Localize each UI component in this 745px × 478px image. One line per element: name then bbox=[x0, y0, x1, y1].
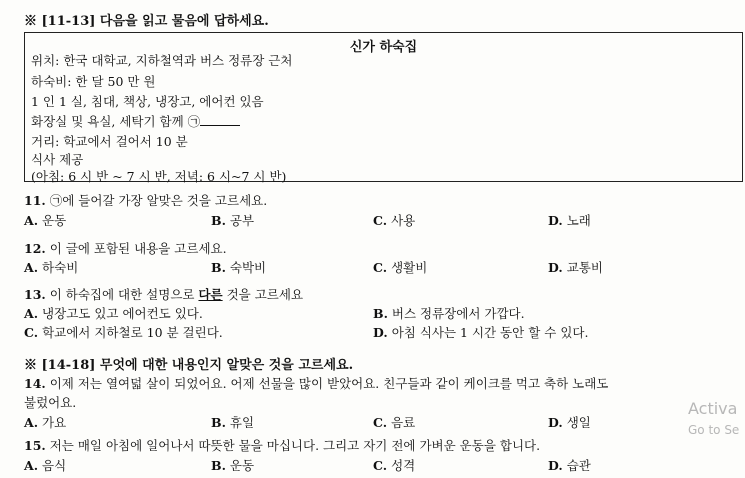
option-11-d: D. 노래 bbox=[548, 213, 591, 228]
activation-watermark-subtitle: Go to Se bbox=[688, 423, 740, 437]
option-14-b: B. 휴일 bbox=[211, 415, 255, 430]
option-13-a: A. 냉장고도 있고 에어컨도 있다. bbox=[24, 306, 203, 321]
option-12-a: A. 하숙비 bbox=[24, 260, 79, 275]
option-14-d: D. 생일 bbox=[548, 415, 591, 430]
option-15-b: B. 운동 bbox=[211, 458, 255, 473]
section-header-14-18: ※ [14-18] 무엇에 대한 내용인지 알맞은 것을 고르세요. bbox=[24, 358, 354, 373]
option-11-a: A. 운동 bbox=[24, 213, 67, 228]
question-12: 12. 이 글에 포함된 내용을 고르세요. bbox=[24, 241, 227, 256]
option-12-b: B. 숙박비 bbox=[211, 260, 267, 275]
option-15-d: D. 습관 bbox=[548, 458, 591, 473]
notice-line-fee: 하숙비: 한 달 50 만 원 bbox=[31, 74, 156, 89]
question-11: 11. ㉠에 들어갈 가장 알맞은 것을 고르세요. bbox=[24, 193, 268, 208]
notice-line-meals: 식사 제공 bbox=[31, 152, 84, 167]
notice-line-distance: 거리: 학교에서 걸어서 10 분 bbox=[31, 134, 188, 149]
notice-line-room: 1 인 1 실, 침대, 책상, 냉장고, 에어컨 있음 bbox=[31, 94, 264, 109]
question-13: 13. 이 하숙집에 대한 설명으로 다른 것을 고르세요 bbox=[24, 287, 304, 302]
option-14-c: C. 음료 bbox=[373, 415, 416, 430]
question-15: 15. 저는 매일 아침에 일어나서 따뜻한 물을 마십니다. 그리고 자기 전에 가벼운 운동을 합니다. bbox=[24, 438, 541, 453]
emphasis-underline: 다른 bbox=[198, 287, 223, 302]
notice-line-meal-times: (아침: 6 시 반 ~ 7 시 반, 저녁: 6 시~7 시 반) bbox=[31, 169, 287, 184]
notice-line-bathroom: 화장실 및 욕실, 세탁기 함께 ㉠ bbox=[31, 114, 240, 130]
activation-watermark-title: Activa bbox=[688, 399, 738, 418]
option-15-a: A. 음식 bbox=[24, 458, 67, 473]
option-11-c: C. 사용 bbox=[373, 213, 416, 228]
option-12-d: D. 교통비 bbox=[548, 260, 603, 275]
notice-line-location: 위치: 한국 대학교, 지하철역과 버스 정류장 근처 bbox=[31, 53, 293, 68]
option-13-d: D. 아침 식사는 1 시간 동안 할 수 있다. bbox=[373, 325, 589, 340]
option-15-c: C. 성격 bbox=[373, 458, 416, 473]
answer-blank bbox=[200, 114, 240, 126]
option-13-b: B. 버스 정류장에서 가깝다. bbox=[373, 306, 525, 321]
section-header-11-13: ※ [11-13] 다음을 읽고 물음에 답하세요. bbox=[24, 14, 269, 29]
notice-box bbox=[24, 32, 743, 182]
option-14-a: A. 가요 bbox=[24, 415, 67, 430]
question-14-line-1: 14. 이제 저는 열여덟 살이 되었어요. 어제 선물을 많이 받았어요. 친구들과 같이 케이크를 먹고 축하 노래도 bbox=[24, 376, 609, 391]
notice-title: 신가 하숙집 bbox=[349, 40, 418, 55]
question-14-line-2: 불렀어요. bbox=[24, 395, 77, 410]
option-11-b: B. 공부 bbox=[211, 213, 255, 228]
option-12-c: C. 생활비 bbox=[373, 260, 428, 275]
option-13-c: C. 학교에서 지하철로 10 분 걸린다. bbox=[24, 325, 223, 340]
